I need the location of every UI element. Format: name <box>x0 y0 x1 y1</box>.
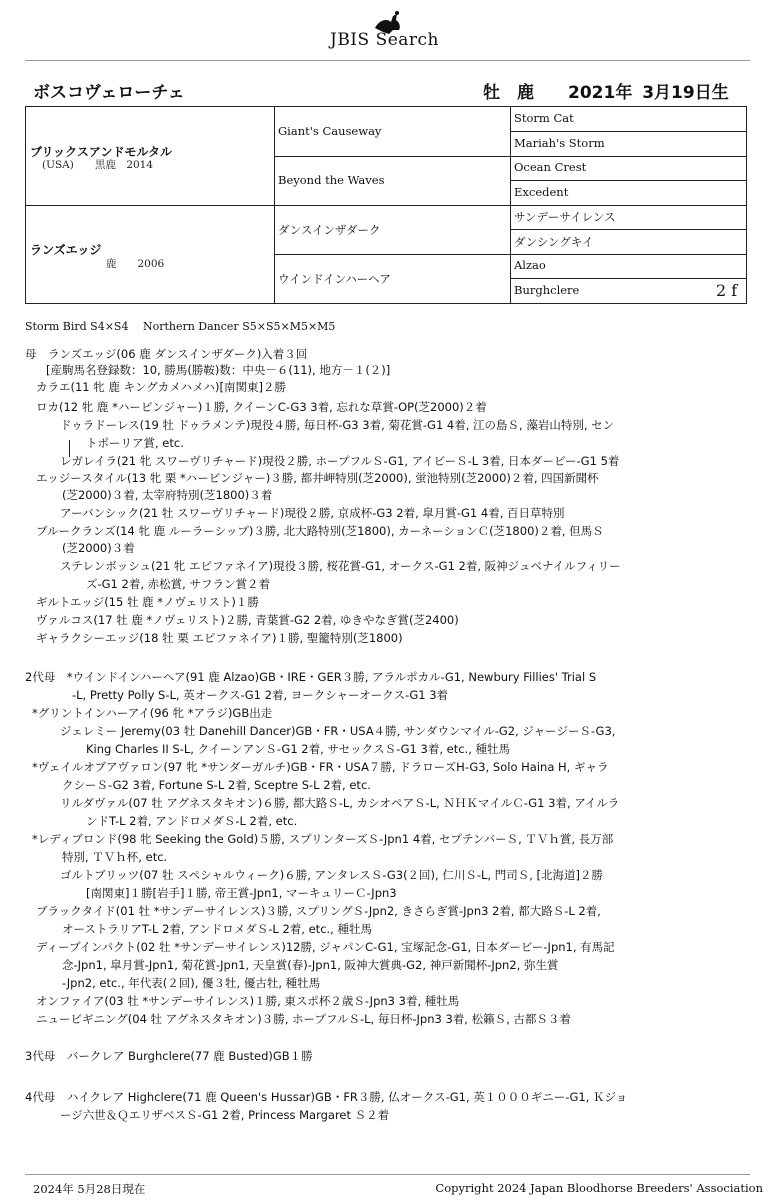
family-line[interactable]: ステレンボッシュ(21 牝 エピファネイア)現役３勝, 桜花賞-G1, オークス-G1 2着, 阪神ジュベナイルフィリー <box>60 559 621 573</box>
gp-8[interactable]: Burghclere <box>514 283 580 297</box>
sire-info: (USA) 黒鹿 2014 <box>42 159 154 171</box>
family-line[interactable]: *グリントインハーアイ(96 牝 *アラジ)GB出走 <box>32 706 273 720</box>
logo-text: JBIS Search <box>330 30 440 50</box>
family-line: [南関東]１勝[岩手]１勝, 帝王賞-Jpn1, マーキュリーＣ-Jpn3 <box>86 886 397 900</box>
as-of-date: 2024年 5月28日現在 <box>33 1182 146 1196</box>
family-line[interactable]: ロカ(12 牝 鹿 *ハービンジャー)１勝, クイーンC-G3 3着, 忘れな草賞-OP(芝2000)２着 <box>36 400 487 414</box>
sire-sire[interactable]: Giant's Causeway <box>278 124 382 138</box>
gp-3[interactable]: Ocean Crest <box>514 160 587 174</box>
dam-info: 鹿 2006 <box>106 258 165 270</box>
sire-name[interactable]: ブリックスアンドモルタル <box>30 145 172 159</box>
dam-name[interactable]: ランズエッジ <box>30 243 102 257</box>
family-line[interactable]: ニュービギニング(04 牡 アグネスタキオン)３勝, ホープフルＳ-L, 毎日杯-Jpn3 3着, 松籟Ｓ, 古都Ｓ３着 <box>36 1012 571 1026</box>
family-line-2nd-dam[interactable]: 2代母 *ウインドインハーヘア(91 鹿 Alzao)GB・IRE・GER３勝, アラルポカル-G1, Newbury Fillies' Trial S <box>25 670 597 684</box>
family-line[interactable]: レガレイラ(21 牝 スワーヴリチャード)現役２勝, ホープフルＳ-G1, アイビーＳ-L 3着, 日本ダービー-G1 5着 <box>60 454 620 468</box>
family-line: トポーリア賞, etc. <box>86 436 184 450</box>
family-line: -Jpn2, etc., 年代表(２回), 優３牡, 優古牡, 種牡馬 <box>62 976 321 990</box>
family-line[interactable]: エッジースタイル(13 牝 栗 *ハービンジャー)３勝, 都井岬特別(芝2000), 蛍池特別(芝2000)２着, 四国新聞杯 <box>36 471 599 485</box>
family-line[interactable]: ゴルトブリッツ(07 牡 スペシャルウィーク)６勝, アンタレスＳ-G3(２回), 仁川Ｓ-L, 門司Ｓ, [北海道]２勝 <box>60 868 604 882</box>
family-line[interactable]: ブルークランズ(14 牝 鹿 ルーラーシップ)３勝, 北大路特別(芝1800), カーネーションＣ(芝1800)２着, 但馬Ｓ <box>36 524 604 538</box>
family-line[interactable]: ディープインパクト(02 牡 *サンデーサイレンス)12勝, ジャパンC-G1, 宝塚記念-G1, 日本ダービー-Jpn1, 有馬記 <box>36 940 615 954</box>
family-number: 2 f <box>716 281 738 300</box>
family-line[interactable]: ギャラクシーエッジ(18 牡 栗 エピファネイア)１勝, 聖籠特別(芝1800) <box>36 631 403 645</box>
dam-sire[interactable]: ダンスインザダーク <box>278 223 381 237</box>
pedigree-divider <box>274 254 746 255</box>
header-rule <box>25 60 750 61</box>
footer-rule <box>25 1174 750 1175</box>
gp-6[interactable]: ダンシングキイ <box>514 235 594 249</box>
family-line: ンドT-L 2着, アンドロメダＳ-L 2着, etc. <box>86 814 298 828</box>
pedigree-divider <box>26 205 746 206</box>
family-line[interactable]: アーバンシック(21 牡 スワーヴリチャード)現役２勝, 京成杯-G3 2着, 皐月賞-G1 4着, 百日草特別 <box>60 506 565 520</box>
family-line[interactable]: オンファイア(03 牡 *サンデーサイレンス)１勝, 東スポ杯２歳Ｓ-Jpn3 3着, 種牡馬 <box>36 994 460 1008</box>
family-line: 特別, ＴＶｈ杯, etc. <box>62 850 168 864</box>
family-line[interactable]: ドゥラドーレス(19 牡 ドゥラメンテ)現役４勝, 毎日杯-G3 3着, 菊花賞-G1 4着, 江の島Ｓ, 藻岩山特別, セン <box>60 418 615 432</box>
family-line[interactable]: ヴァルコス(17 牡 鹿 *ノヴェリスト)２勝, 青葉賞-G2 2着, ゆきやなぎ賞(芝2400) <box>36 613 459 627</box>
gp-2[interactable]: Mariah's Storm <box>514 136 605 150</box>
horse-name: ボスコヴェローチェ <box>33 83 185 103</box>
gp-7[interactable]: Alzao <box>514 258 546 272</box>
pedigree-divider <box>510 131 746 132</box>
family-line-dam: 母 ランズエッジ(06 鹿 ダンスインザダーク)入着３回 <box>25 347 308 361</box>
pedigree-table <box>25 106 747 304</box>
copyright: Copyright 2024 Japan Bloodhorse Breeders' Association <box>435 1181 763 1195</box>
family-line[interactable]: ブラックタイド(01 牡 *サンデーサイレンス)３勝, スプリングＳ-Jpn2, きさらぎ賞-Jpn3 2着, 都大路Ｓ-L 2着, <box>36 904 601 918</box>
family-line: オーストラリアT-L 2着, アンドロメダＳ-L 2着, etc., 種牡馬 <box>62 922 372 936</box>
gp-4[interactable]: Excedent <box>514 185 569 199</box>
sire-dam[interactable]: Beyond the Waves <box>278 173 385 187</box>
family-line: King Charles II S-L, クイーンアンＳ-G1 2着, サセックスＳ-G1 3着, etc., 種牡馬 <box>86 742 511 756</box>
family-line-3rd-dam[interactable]: 3代母 バークレア Burghclere(77 鹿 Busted)GB１勝 <box>25 1049 313 1063</box>
family-line[interactable]: *ヴェイルオブアヴァロン(97 牝 *サンダーガルチ)GB・FR・USA７勝, ドラローズH-G3, Solo Haina H, ギャラ <box>32 760 609 774</box>
inbreeding-line: Storm Bird S4×S4 Northern Dancer S5×S5×M5×M5 <box>25 320 336 333</box>
family-line: [産駒馬名登録数：10, 勝馬(勝鞍)数：中央－６(11), 地方－１(２)] <box>46 363 391 377</box>
dam-dam[interactable]: ウインドインハーヘア <box>278 272 391 286</box>
family-line: ージ六世＆ＱエリザベスＳ-G1 2着, Princess Margaret Ｓ２着 <box>60 1108 390 1122</box>
family-line: -L, Pretty Polly S-L, 英オークス-G1 2着, ヨークシャーオークス-G1 3着 <box>72 688 449 702</box>
family-line[interactable]: カラエ(11 牝 鹿 キングカメハメハ)[南関東]２勝 <box>36 380 286 394</box>
gp-1[interactable]: Storm Cat <box>514 111 574 125</box>
family-line[interactable]: *レディブロンド(98 牝 Seeking the Gold)５勝, スプリンターズＳ-Jpn1 4着, セプテンバーＳ, ＴＶｈ賞, 長万部 <box>32 832 614 846</box>
gp-5[interactable]: サンデーサイレンス <box>514 210 616 224</box>
family-line: クシーＳ-G2 3着, Fortune S-L 2着, Sceptre S-L 2着, etc. <box>62 778 371 792</box>
family-line: (芝2000)３着, 太宰府特別(芝1800)３着 <box>62 488 273 502</box>
horse-info: 牡 鹿 2021年 3月19日生 <box>483 83 729 103</box>
pedigree-divider <box>274 156 746 157</box>
family-line-4th-dam[interactable]: 4代母 ハイクレア Highclere(71 鹿 Queen's Hussar)GB・FR３勝, 仏オークス-G1, 英１０００ギニー-G1, Ｋジョ <box>25 1090 628 1104</box>
pedigree-divider <box>510 278 746 279</box>
pedigree-divider <box>510 180 746 181</box>
family-line[interactable]: ギルトエッジ(15 牡 鹿 *ノヴェリスト)１勝 <box>36 595 259 609</box>
family-line: 念-Jpn1, 皐月賞-Jpn1, 菊花賞-Jpn1, 天皇賞(春)-Jpn1, 阪神大賞典-G2, 神戸新聞杯-Jpn2, 弥生賞 <box>62 958 559 972</box>
pedigree-divider <box>510 229 746 230</box>
family-line: ズ-G1 2着, 赤松賞, サフラン賞２着 <box>86 577 270 591</box>
family-line[interactable]: ジェレミー Jeremy(03 牡 Danehill Dancer)GB・FR・USA４勝, サンダウンマイル-G2, ジャージーＳ-G3, <box>60 724 616 738</box>
family-line[interactable]: リルダヴァル(07 牡 アグネスタキオン)６勝, 都大路Ｓ-L, カシオペアＳ-L, ＮＨＫマイルＣ-G1 3着, アイルラ <box>60 796 620 810</box>
family-line: (芝2000)３着 <box>62 541 135 555</box>
